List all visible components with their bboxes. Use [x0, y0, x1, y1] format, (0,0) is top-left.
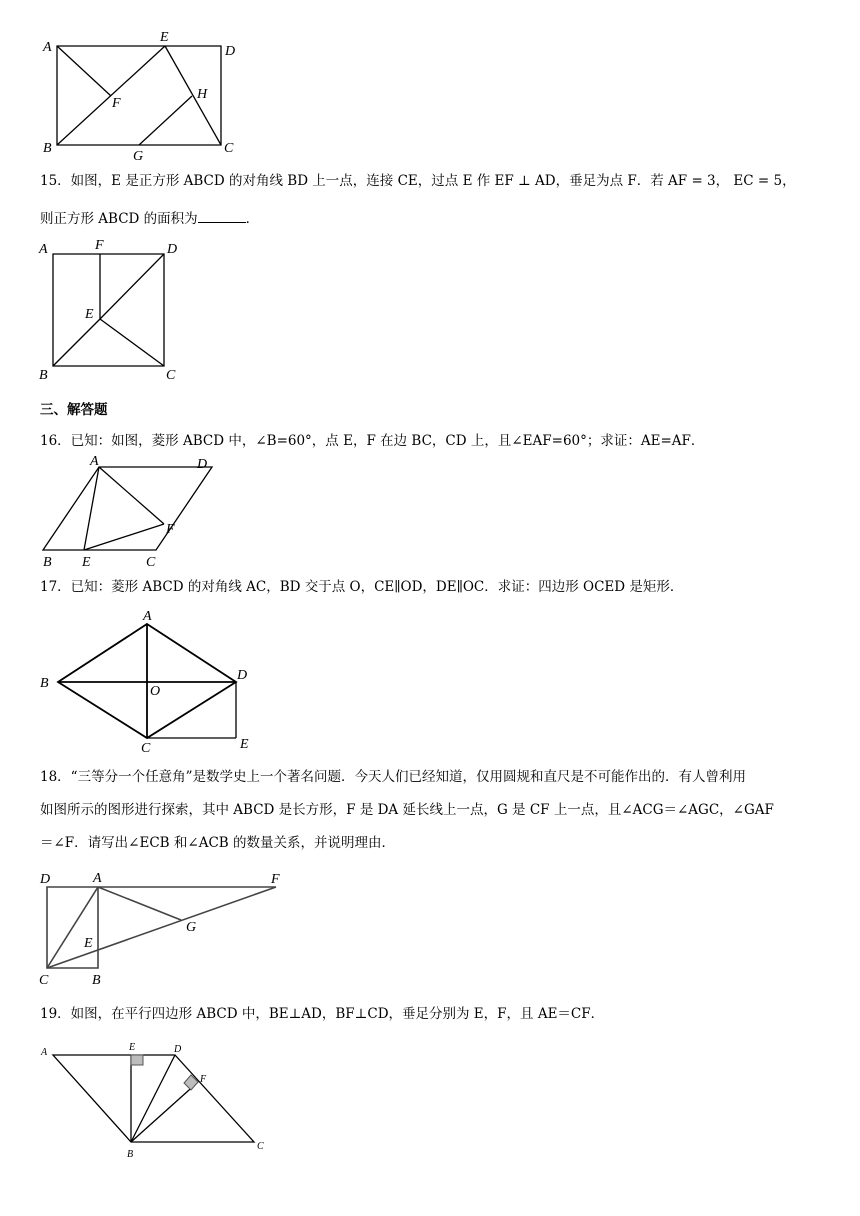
figure-q16 — [0, 455, 240, 570]
rhombus-abcd — [43, 467, 212, 550]
answer-blank[interactable] — [198, 210, 246, 223]
question-15-text: 则正方形 ABCD 的面积为 — [40, 211, 198, 227]
label-a: A — [90, 454, 99, 469]
question-18-line-2: 如图所示的图形进行探索，其中 ABCD 是长方形，F 是 DA 延长线上一点，G 是 CF 上一点，且∠ACG＝∠AGC，∠GAF — [40, 802, 774, 818]
segment-cf — [47, 887, 276, 968]
label-d: D — [225, 44, 236, 59]
label-e: E — [160, 30, 169, 45]
figure-q14 — [0, 0, 260, 170]
segment-ag — [98, 887, 181, 920]
segment-de — [100, 254, 164, 319]
label-g: G — [133, 149, 144, 164]
question-19: 19．如图，在平行四边形 ABCD 中，BE⊥AD，BF⊥CD，垂足分别为 E，F，且 AE＝CF． — [40, 1006, 605, 1022]
label-d: D — [40, 872, 51, 887]
question-15-line-2 — [40, 210, 830, 229]
label-a: A — [143, 609, 152, 624]
label-a: A — [41, 1047, 48, 1058]
figure-q15 — [0, 230, 200, 390]
question-15-line-1: 15．如图，E 是正方形 ABCD 的对角线 BD 上一点，连接 CE，过点 E 作 EF ⊥ AD，垂足为点 F．若 AF = 3， EC = 5， — [40, 173, 796, 189]
segment-af — [57, 46, 111, 96]
label-f: F — [271, 872, 280, 887]
segment-ef — [84, 524, 164, 550]
label-d: D — [167, 242, 178, 257]
figure-q17 — [0, 600, 270, 760]
question-16: 16．已知：如图，菱形 ABCD 中，∠B=60°，点 E，F 在边 BC，CD 上，且∠EAF=60°；求证：AE=AF． — [40, 433, 705, 449]
label-e: E — [129, 1042, 136, 1053]
label-a: A — [39, 242, 48, 257]
label-c: C — [224, 141, 234, 156]
question-15-end: ． — [245, 211, 260, 227]
label-o: O — [150, 684, 161, 699]
right-angle-mark-e — [131, 1055, 143, 1065]
label-d: D — [174, 1044, 182, 1055]
segment-ae — [84, 467, 99, 550]
diagonal-ac — [47, 887, 98, 968]
label-b: B — [127, 1149, 134, 1160]
label-a: A — [43, 40, 52, 55]
segment-bf — [131, 1082, 198, 1142]
label-c: C — [141, 741, 151, 756]
label-h: H — [197, 87, 208, 102]
section-heading: 三、解答题 — [40, 402, 108, 418]
label-g: G — [186, 920, 197, 935]
question-18-line-1: 18．“三等分一个任意角”是数学史上一个著名问题．今天人们已经知道，仅用圆规和直尺是不可能作出的．有人曾利用 — [40, 769, 746, 785]
label-e: E — [85, 307, 94, 322]
label-d: D — [197, 457, 208, 472]
segment-bd — [131, 1055, 175, 1142]
figure-q18 — [0, 862, 300, 992]
label-f: F — [112, 96, 121, 111]
question-18-line-3: ＝∠F．请写出∠ECB 和∠ACB 的数量关系，并说明理由． — [40, 835, 395, 851]
label-f: F — [200, 1074, 207, 1085]
label-e: E — [82, 555, 91, 570]
segment-eb — [53, 319, 100, 366]
figure-q19 — [0, 1035, 280, 1160]
segment-ec — [165, 46, 221, 145]
label-f: F — [95, 238, 104, 253]
label-e: E — [84, 936, 93, 951]
segment-ec — [100, 319, 164, 366]
label-b: B — [92, 973, 101, 988]
label-b: B — [43, 555, 52, 570]
label-c: C — [166, 368, 176, 383]
segment-gh — [139, 96, 192, 145]
label-c: C — [146, 555, 156, 570]
question-17: 17．已知：菱形 ABCD 的对角线 AC，BD 交于点 O，CE∥OD，DE∥OC．求证：四边形 OCED 是矩形． — [40, 579, 684, 595]
label-b: B — [43, 141, 52, 156]
label-a: A — [93, 871, 102, 886]
label-b: B — [39, 368, 48, 383]
label-e: E — [240, 737, 249, 752]
label-d: D — [237, 668, 248, 683]
label-c: C — [257, 1141, 264, 1152]
label-c: C — [39, 973, 49, 988]
segment-af — [99, 467, 164, 524]
label-b: B — [40, 676, 49, 691]
label-f: F — [166, 522, 175, 537]
